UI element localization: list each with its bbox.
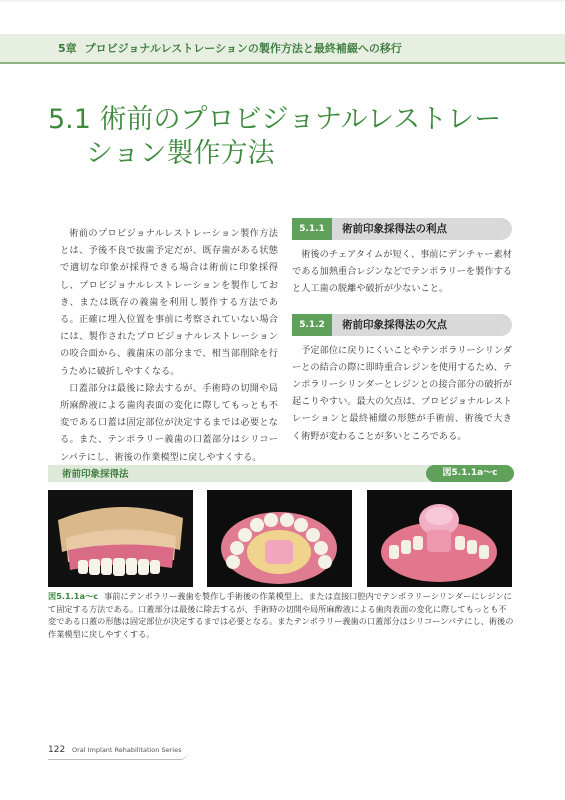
subsection-number: 5.1.2 [292,314,332,336]
body-paragraph: 術前のプロビジョナルレストレーション製作方法とは、予後不良で抜歯予定だが、既存歯がある状態で適切な印象が採得できる場合は術前に印象採得し、プロビジョナルレストレーションを製作しておき、または既存の義歯を利用し製作する方法である。正確に埋入位置を事前に考察されていない場合には、製作されたプロビジョナルレストレーションの咬合面から、義歯床の部分まで、相当部削除を行うために破折しやすくなる。 [60,228,278,377]
figure-photo-b [207,490,352,587]
series-name: Oral Implant Rehabilitation Series [72,746,182,754]
subsection-number: 5.1.1 [292,218,332,240]
figure-id-badge: 図5.1.1a〜c [426,465,514,482]
subsection-heading [292,314,512,336]
chapter-number: 5章 [58,42,77,55]
chapter-title: プロビジョナルレストレーションの製作方法と最終補綴への移行 [84,42,402,55]
subsection-heading [292,218,512,240]
page-number: 122 [48,745,66,755]
page-footer [48,745,188,760]
subsection-title: 術前印象採得法の利点 [342,223,447,235]
figure-title: 術前印象採得法 [62,469,129,480]
figure-header [48,465,514,482]
subsection-text: 予定部位に戻りにくいことやテンポラリーシリンダーとの結合の際に即時重合レジンを使用するため、テンポラリーシリンダーとレジンとの接合部分の破折が起こりやすい。最大の欠点は、プロビジョナルレストレーションと最終補綴の形態が手術前、術後で大きく術野が変わることが多いところである。 [292,344,512,442]
figure-photo-c [367,490,512,587]
figure-caption [48,590,514,640]
section-title [48,103,538,171]
chapter-header [0,34,565,64]
section-title-line1: 5.1 術前のプロビジョナルレストレー [48,104,502,135]
top-rule [0,0,565,2]
body-right-column [292,218,512,461]
figure-photo-a [48,490,193,587]
caption-label: 図5.1.1a〜c [48,591,99,601]
subsection-text: 術後のチェアタイムが短く、事前にデンチャー素材である加熱重合レジンなどでテンポラリーを製作すると人工歯の脱離や破折が少ないこと。 [292,249,512,295]
body-paragraph: 口蓋部分は最後に除去するが、手術時の切開や局所麻酔液による歯肉表面の変化に際してもっとも不変である口蓋は固定部位が決定するまでは必要となる。また、テンポラリー義歯の口蓋部分はシリコーンパテにし、術後の作業模型に戻しやすくする。 [60,382,278,463]
body-left-column [60,225,278,466]
subsection-title: 術前印象採得法の欠点 [342,318,447,331]
caption-text: 事前にテンポラリー義歯を製作し手術後の作業模型上、または直接口腔内でテンポラリーシリンダーにレジンにて固定する方法である。口蓋部分は最後に除去するが、手術時の切開や局所麻酔液による歯肉表面の変化に際してもっとも不変である口蓋の形態は固定部位が決定するまでは必要となる。またテンポラリー義歯の口蓋部分はシリコーンパテにし、術後の作業模型に戻しやすくする。 [48,591,514,639]
section-title-line2: ション製作方法 [86,138,275,169]
chapter-heading [58,40,402,56]
